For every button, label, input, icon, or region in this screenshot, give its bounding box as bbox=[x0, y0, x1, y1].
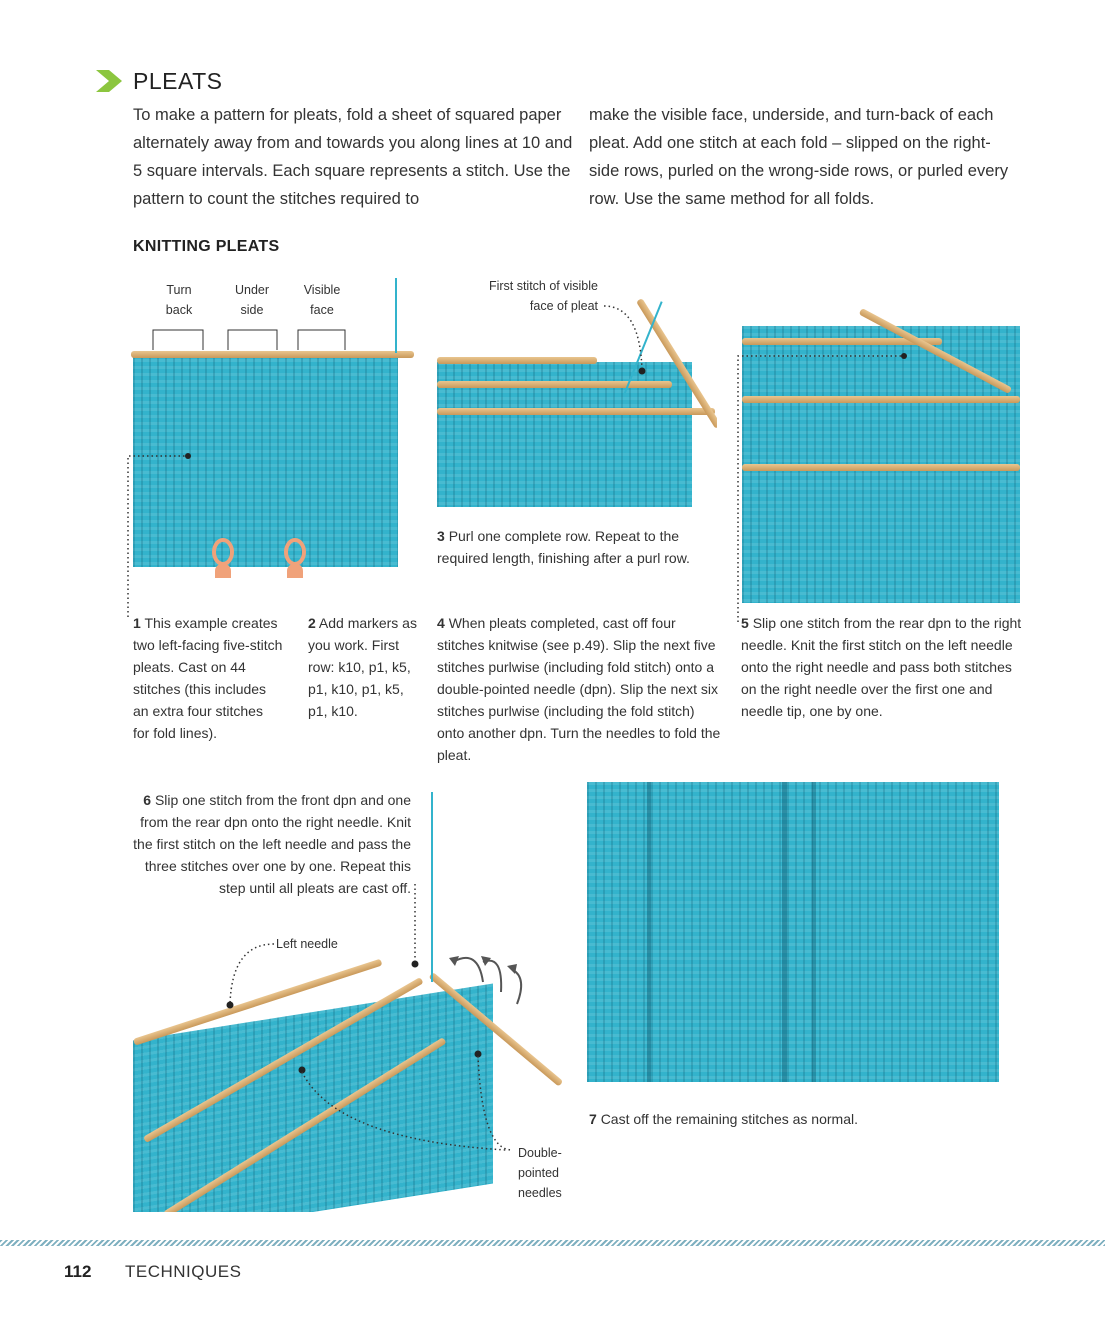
intro-column-1: To make a pattern for pleats, fold a sheet of squared paper alternately away from and towards you along lines at 10 and 5 square intervals. Each square represents a stitch. Use the pattern to count the stitches required to bbox=[133, 106, 573, 208]
page-number: 112 bbox=[64, 1262, 92, 1281]
step-3-caption: 3 Purl one complete row. Repeat to the required length, finishing after a purl row. bbox=[437, 528, 690, 566]
bracket-lines bbox=[150, 328, 350, 352]
stitch-marker-icon bbox=[280, 538, 310, 578]
finished-pleats-photo bbox=[587, 782, 1003, 1092]
dotted-leader-1 bbox=[124, 452, 196, 622]
section-name: TECHNIQUES bbox=[125, 1262, 242, 1281]
step-5-caption: 5 Slip one stitch from the rear dpn to the right needle. Knit the first stitch on the left needle onto the right needle and pass both stitches on the right needle over the first one and needle tip, one by one. bbox=[741, 615, 1022, 719]
stitch-marker-icon bbox=[208, 538, 238, 578]
subheading: KNITTING PLEATS bbox=[133, 238, 280, 255]
footer-rule bbox=[0, 1240, 1105, 1246]
label-visible-face: Visible face bbox=[303, 283, 341, 317]
label-first-stitch: First stitch of visible face of pleat bbox=[488, 279, 598, 313]
section-title: PLEATS bbox=[133, 68, 223, 94]
step-6-caption: 6 Slip one stitch from the front dpn and one from the rear dpn onto the right needle. Knit the first stitch on the left needle and pass the three stitches over one by one. Repeat this step until all pleats are cast off. bbox=[133, 792, 411, 896]
dotted-leader-5 bbox=[734, 352, 914, 627]
label-left-needle: Left needle bbox=[276, 937, 338, 951]
label-double-pointed-needles: Double- pointed needles bbox=[518, 1146, 562, 1200]
label-turn-back: Turn back bbox=[165, 283, 193, 317]
curved-arrow-icon bbox=[443, 942, 533, 1012]
dotted-leader-6 bbox=[405, 880, 425, 970]
label-under-side: Under side bbox=[234, 283, 270, 317]
step-2-caption: 2 Add markers as you work. First row: k10, p1, k5, p1, k10, p1, k5, p1, k10. bbox=[308, 615, 417, 719]
intro-column-2: make the visible face, underside, and turn-back of each pleat. Add one stitch at each fold – slipped on the right-side rows, purled on the wrong-side rows, or purled every row. Use the same method for all folds. bbox=[589, 106, 1009, 208]
step-1-caption: 1 This example creates two left-facing five-stitch pleats. Cast on 44 stitches (this includes an extra four stitches for fold lines). bbox=[133, 615, 283, 741]
dotted-leader-3 bbox=[600, 300, 650, 380]
chevron-right-icon bbox=[96, 70, 122, 92]
step-4-caption: 4 When pleats completed, cast off four stitches knitwise (see p.49). Slip the next five stitches purlwise (including fold stitch) onto a double-pointed needle (dpn). Slip the next six stitches purlwise (including the fold stitch) onto another dpn. Turn the needles to fold the pleat. bbox=[437, 615, 721, 763]
step-7-caption: 7 Cast off the remaining stitches as normal. bbox=[589, 1111, 858, 1127]
dotted-leader-left-needle bbox=[222, 940, 278, 1010]
dotted-leader-dpn bbox=[296, 1050, 516, 1160]
